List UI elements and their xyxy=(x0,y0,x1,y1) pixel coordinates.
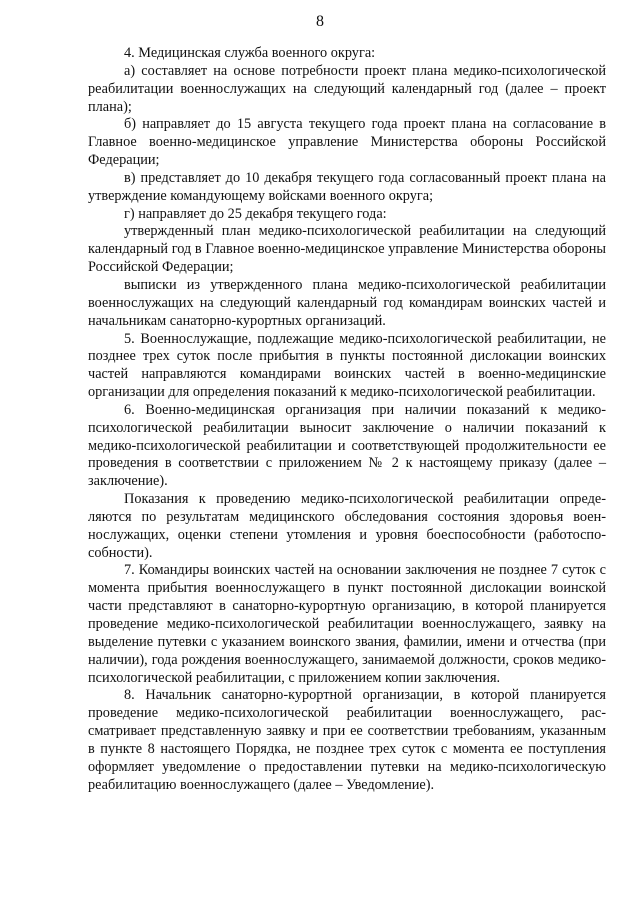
paragraph-8: 8. Начальник санаторно-курортной организации, в которой планируется проведение медико-психологической реабилитации военнослужащего, рассматривает представленную заявку и при ее соответствии требованиям, указанным в пункте 8 настоящего Порядка, не позднее трех суток с момента ее поступления оформляет уведомление о предоставлении путевки на медико-психологическую реабилитацию военнослужащего (далее – Уведомление). xyxy=(88,687,606,793)
paragraph-4v: в) представляет до 10 декабря текущего года согласованный проект плана на утверждение командующему войсками военного округа; xyxy=(88,169,606,204)
paragraph-5: 5. Военнослужащие, подлежащие медико-психологической реабилитации, не позднее трех суток после прибытия в пункты постоянной дислокации воинских частей направляются командирами воинских частей в военно-медицинские организации для определения показаний к медико-психологической реабилитации. xyxy=(88,330,606,401)
paragraph-4b: б) направляет до 15 августа текущего года проект плана на согласование в Главное военно-медицинское управление Министерства обороны Российской Федерации; xyxy=(88,116,606,169)
paragraph-4g-extracts: выписки из утвержденного плана медико-психологической реабилитации военнослужащих на следующий календарный год командирам воинских частей и начальникам санаторно-курортных организаций. xyxy=(88,276,606,329)
paragraph-7: 7. Командиры воинских частей на основании заключения не позднее 7 суток с момента прибытия военнослужащего в пункт постоянной дислокации воинской части представляют в санаторно-курортную организацию, в которой планируется проведение медико-психологической реабилитации военнослужащего, заявку на выделение путевки с указанием воинского звания, фамилии, имени и отчества (при наличии), года рождения военнослужащего, занимаемой должности, сроков медико-психологической реабилитации, с приложением копии заключения. xyxy=(88,562,606,686)
paragraph-4a: а) составляет на основе потребности проект плана медико-психологической реабилитации военнослужащих на следующий календарный год (далее – проект плана); xyxy=(88,62,606,115)
page-number: 8 xyxy=(316,13,324,30)
document-body xyxy=(88,45,606,794)
paragraph-4g-plan: утвержденный план медико-психологической реабилитации на следующий календарный год в Главное военно-медицинское управление Министерства обороны Российской Федерации; xyxy=(88,223,606,276)
paragraph-4g: г) направляет до 25 декабря текущего года: xyxy=(124,205,387,222)
paragraph-6: 6. Военно-медицинская организация при наличии показаний к медико-психологической реабилитации выносит заключение о наличии показаний к медико-психологической реабилитации и соответствующей продолжительности ее проведения в соответствии с приложением № 2 к настоящему приказу (далее – заключение). xyxy=(88,401,606,490)
paragraph-6-indications: Показания к проведению медико-психологической реабилитации определяются по результатам медицинского обследования состояния здоровья военнослужащих, оценки степени утомления и уровня боеспособности (работоспособности). xyxy=(88,491,606,561)
paragraph-4: 4. Медицинская служба военного округа: xyxy=(124,45,376,61)
